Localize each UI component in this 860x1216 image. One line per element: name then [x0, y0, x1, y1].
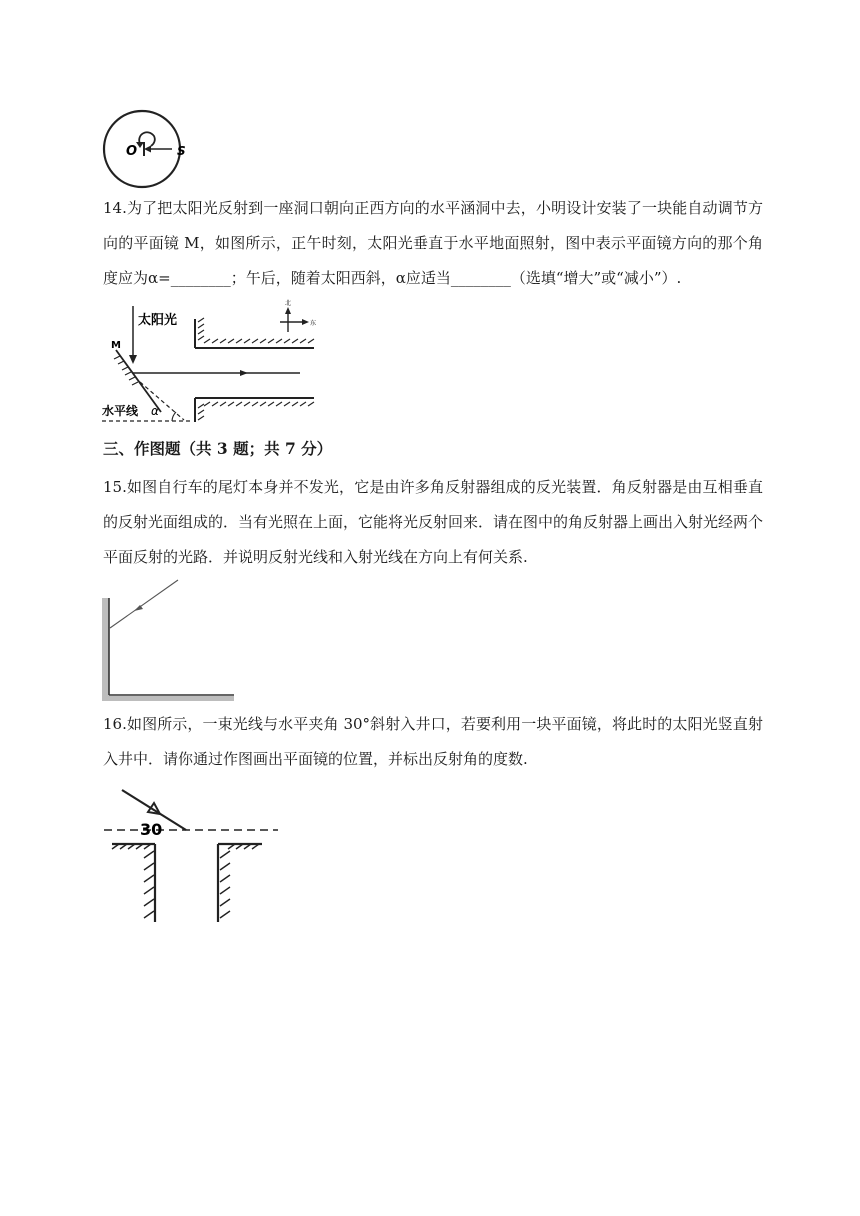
left-well-hatch	[112, 844, 154, 918]
figure-well	[100, 786, 282, 926]
section-3-heading: 三、作图题（共 3 题；共 7 分）	[103, 439, 333, 458]
label-s: S	[177, 144, 186, 158]
mirror-m	[116, 350, 161, 412]
vertical-mirror-hatch	[102, 598, 109, 698]
label-horizon: 水平线	[102, 404, 139, 418]
label-angle-30: 30	[140, 820, 163, 839]
compass-east-arrowhead	[302, 319, 309, 325]
label-sunlight: 太阳光	[138, 313, 178, 328]
compass-north-arrowhead	[285, 307, 291, 314]
sunlight-arrowhead	[129, 355, 137, 364]
horizontal-mirror-hatch	[102, 696, 234, 701]
figure-sun-mirror	[100, 300, 322, 424]
incident-ray	[110, 580, 178, 628]
mirror-extension-dashed	[140, 382, 184, 420]
label-o: O	[126, 144, 138, 159]
label-alpha: α	[151, 404, 159, 418]
reflected-arrowhead	[240, 370, 248, 376]
question-16-text: 16.如图所示，一束光线与水平夹角 30°斜射入井口，若要利用一块平面镜，将此时的太阳光竖直射入井中．请你通过作图画出平面镜的位置，并标出反射角的度数.	[103, 715, 763, 768]
figure-circle-os	[100, 108, 190, 192]
label-north: 北	[285, 300, 292, 307]
figure-corner-reflector	[100, 578, 236, 702]
label-east: 东	[310, 320, 317, 327]
incident-arrowhead	[148, 803, 160, 814]
label-mirror: M	[111, 340, 121, 351]
rotation-arrowhead	[136, 142, 144, 148]
right-well-hatch	[220, 844, 259, 918]
question-15-text: 15.如图自行车的尾灯本身并不发光，它是由许多角反射器组成的反光装置．角反射器是由互相垂直的反射光面组成的．当有光照在上面，它能将光反射回来．请在图中的角反射器上画出入射光经两个平面反射的光路．并说明反射光线和入射光线在方向上有何关系.	[103, 478, 764, 566]
question-14-text: 14.为了把太阳光反射到一座洞口朝向正西方向的水平涵洞中去，小明设计安装了一块能自动调节方向的平面镜 M，如图所示，正午时刻，太阳光垂直于水平地面照射，图中表示平面镜方向的那个角度应为α=________；午后，随着太阳西斜，α应适当________（选填“增大”或“减小”）.	[103, 199, 763, 287]
arrowhead	[144, 146, 151, 153]
angle-arc	[172, 412, 176, 421]
tunnel-bottom-hatch	[198, 402, 314, 420]
